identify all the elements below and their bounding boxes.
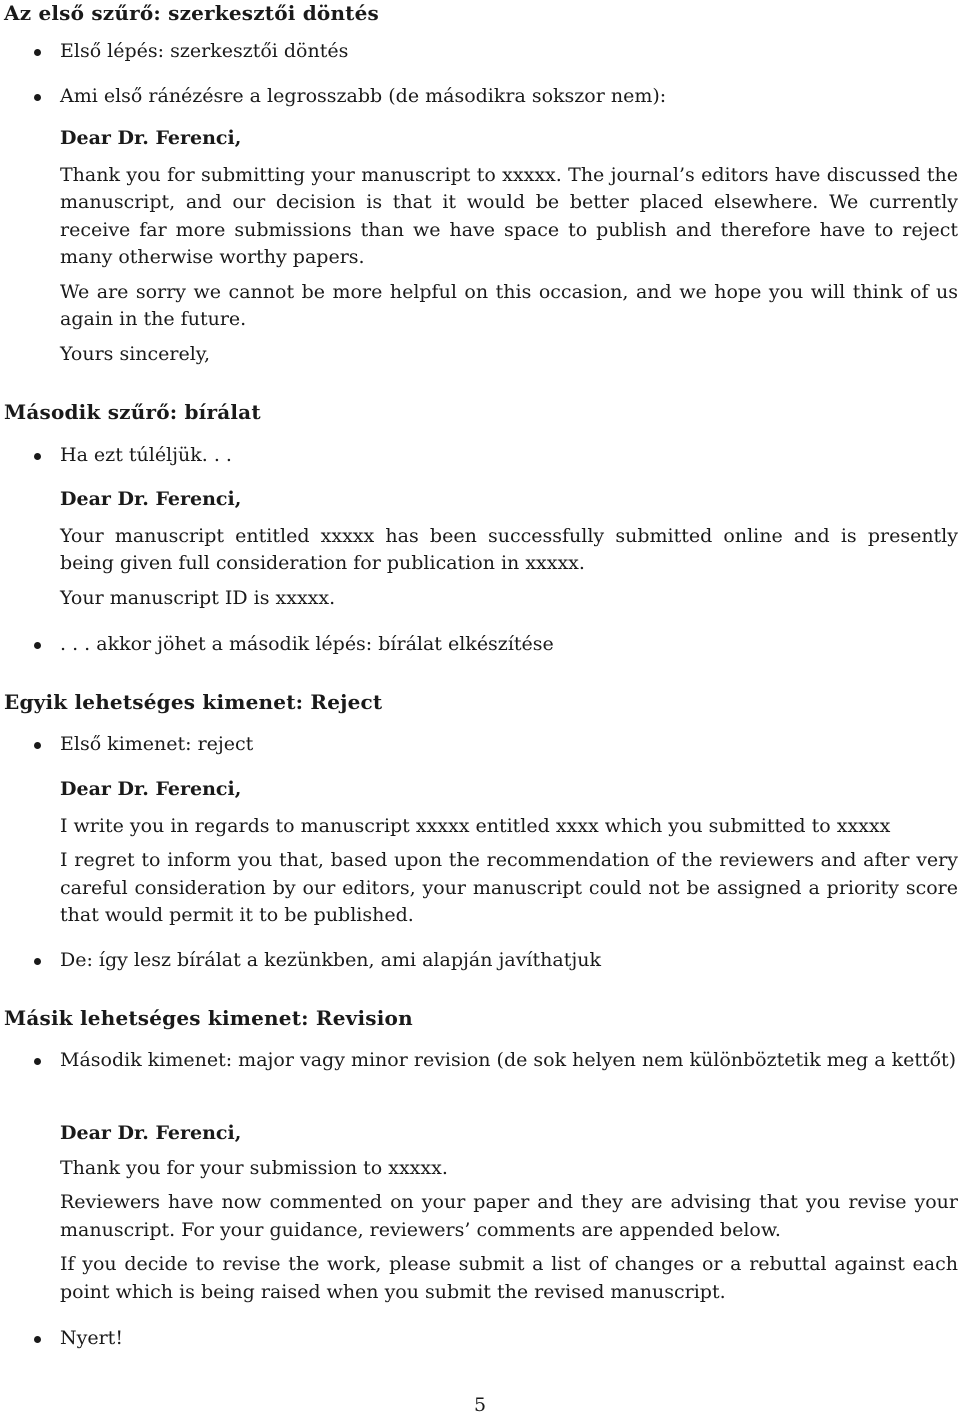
bullet-item xyxy=(4,947,958,975)
bullet-item xyxy=(4,1325,958,1353)
letter-salutation: Dear Dr. Ferenci, xyxy=(60,778,242,800)
bullet-item xyxy=(4,731,958,759)
bullet-text: Ha ezt túléljük. . . xyxy=(60,444,232,466)
bullet-icon xyxy=(34,1058,41,1065)
bullet-item xyxy=(4,631,958,659)
bullet-item xyxy=(4,83,958,111)
bullet-text: Első lépés: szerkesztői döntés xyxy=(60,40,349,62)
letter-reject xyxy=(4,776,958,930)
letter-paragraph: I write you in regards to manuscript xxxxx entitled xxxx which you submitted to xxxxx xyxy=(60,814,891,837)
letter-submission-confirmation xyxy=(4,486,958,612)
bullet-text: . . . akkor jöhet a második lépés: bírálat elkészítése xyxy=(60,633,554,655)
letter-paragraph: Thank you for your submission to xxxxx. xyxy=(60,1156,448,1179)
bullet-icon xyxy=(34,1336,41,1343)
bullet-item xyxy=(4,38,958,66)
section-heading: Egyik lehetséges kimenet: Reject xyxy=(4,690,383,714)
bullet-icon xyxy=(34,453,41,460)
letter-paragraph: Your manuscript ID is xxxxx. xyxy=(60,586,336,609)
bullet-icon xyxy=(34,642,41,649)
letter-salutation: Dear Dr. Ferenci, xyxy=(60,1122,242,1144)
letter-editorial-reject xyxy=(4,125,958,368)
section-heading: Második szűrő: bírálat xyxy=(4,400,261,424)
bullet-item xyxy=(4,442,958,470)
letter-paragraph: Reviewers have now commented on your paper and they are advising that you revise your manuscript. For your guidance, reviewers’ comments are appended below. xyxy=(60,1191,958,1241)
page-number: 5 xyxy=(473,1394,487,1416)
bullet-icon xyxy=(34,94,41,101)
letter-paragraph: We are sorry we cannot be more helpful on this occasion, and we hope you will think of us again in the future. xyxy=(60,280,958,330)
section-revision xyxy=(4,1005,413,1031)
bullet-text: Nyert! xyxy=(60,1327,123,1349)
letter-paragraph: I regret to inform you that, based upon the recommendation of the reviewers and after very careful consideration by our editors, your manuscript could not be assigned a priority score that would permit it to be published. xyxy=(60,849,958,926)
bullet-text: Második kimenet: major vagy minor revision (de sok helyen nem különböztetik meg a kettőt) xyxy=(60,1049,957,1071)
section-review xyxy=(4,399,261,425)
bullet-item xyxy=(4,1047,958,1075)
letter-paragraph: If you decide to revise the work, please submit a list of changes or a rebuttal against each point which is being raised when you submit the revised manuscript. xyxy=(60,1253,958,1303)
section-heading: Az első szűrő: szerkesztői döntés xyxy=(4,1,380,25)
letter-salutation: Dear Dr. Ferenci, xyxy=(60,127,242,149)
bullet-text: Első kimenet: reject xyxy=(60,733,254,755)
section-editorial-decision xyxy=(4,0,379,26)
bullet-text: Ami első ránézésre a legrosszabb (de másodikra sokszor nem): xyxy=(60,85,667,107)
bullet-icon xyxy=(34,742,41,749)
bullet-text: De: így lesz bírálat a kezünkben, ami alapján javíthatjuk xyxy=(60,949,601,971)
section-reject xyxy=(4,689,382,715)
letter-paragraph: Your manuscript entitled xxxxx has been successfully submitted online and is presently being given full consideration for publication in xxxxx. xyxy=(60,524,958,574)
letter-revision xyxy=(4,1120,958,1306)
letter-salutation: Dear Dr. Ferenci, xyxy=(60,488,242,510)
section-heading: Másik lehetséges kimenet: Revision xyxy=(4,1006,413,1030)
bullet-icon xyxy=(34,958,41,965)
letter-paragraph: Thank you for submitting your manuscript to xxxxx. The journal’s editors have discussed the manuscript, and our decision is that it would be better placed elsewhere. We currently receive far more submissions than we have space to publish and therefore have to reject many otherwise worthy papers. xyxy=(60,163,958,268)
bullet-icon xyxy=(34,49,41,56)
letter-closing: Yours sincerely, xyxy=(60,342,211,365)
